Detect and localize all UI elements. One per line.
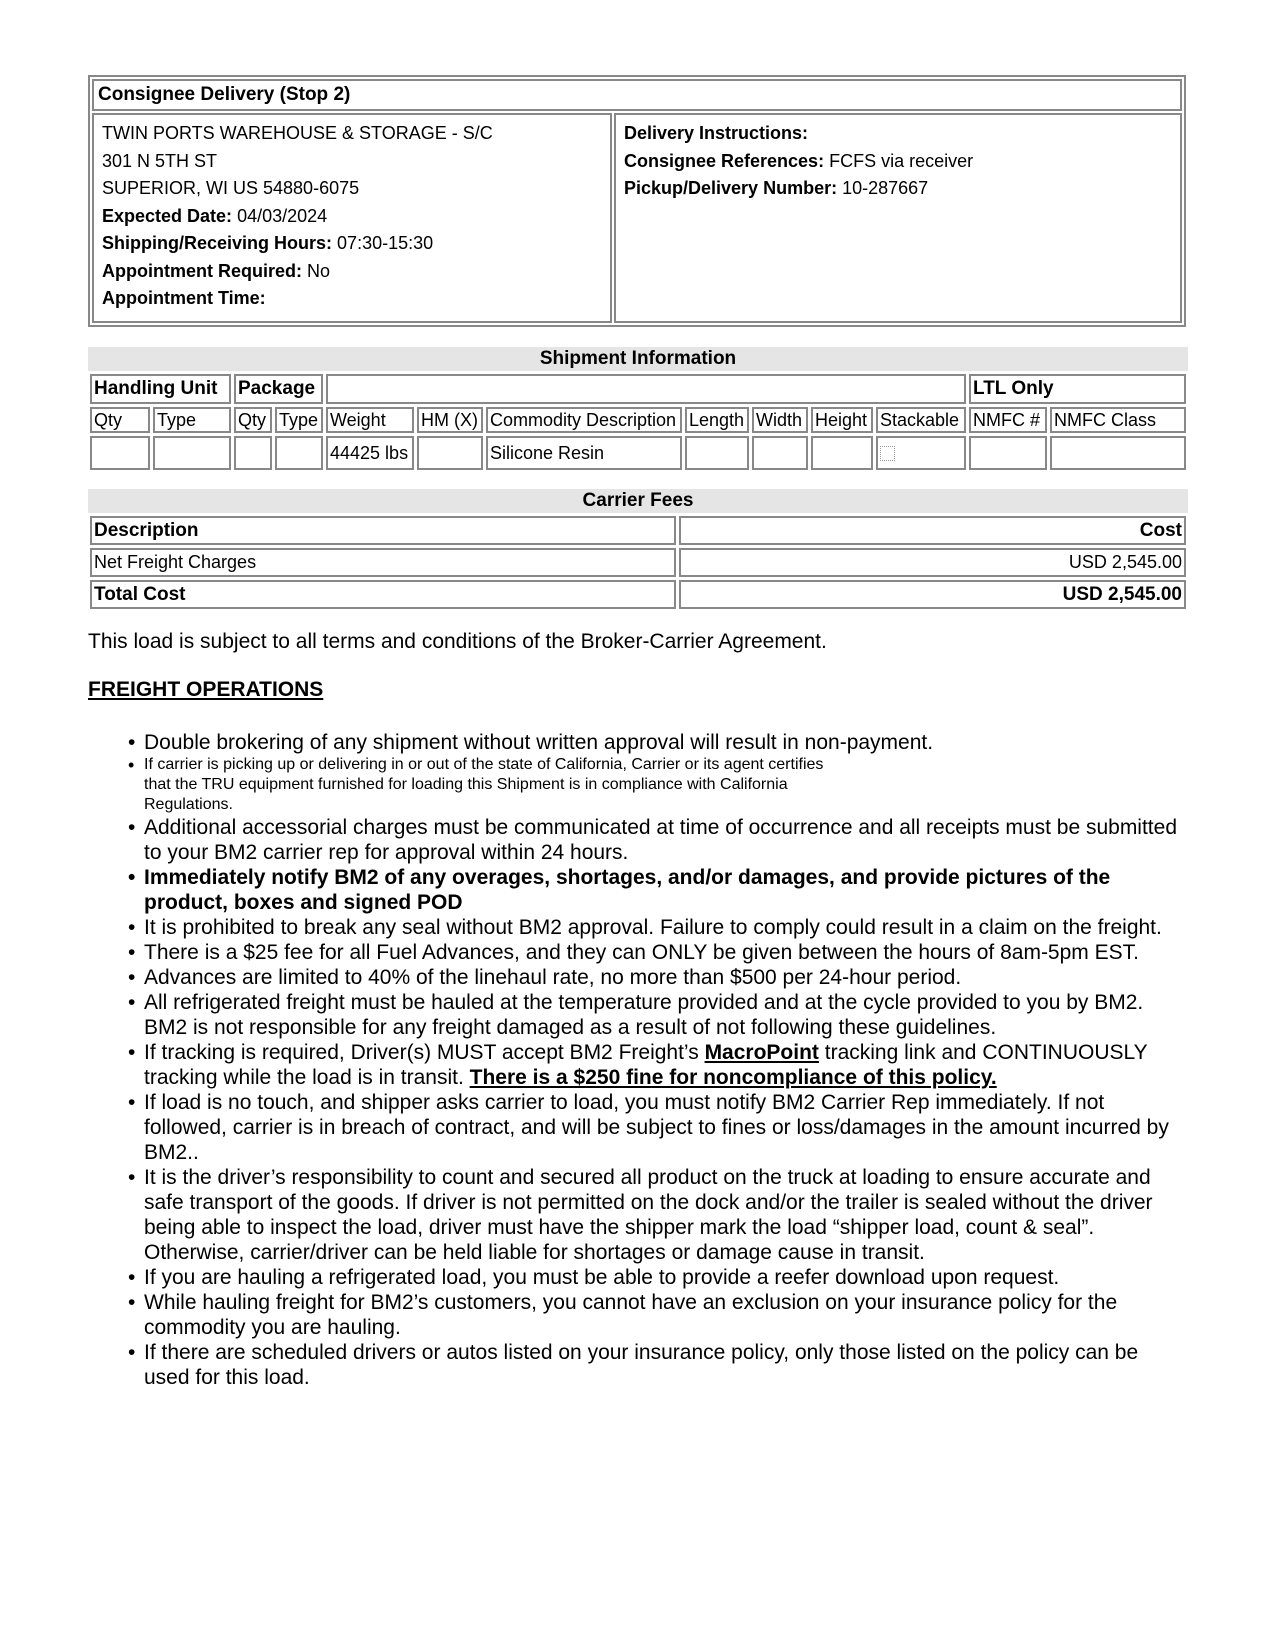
hours-value: 07:30-15:30 bbox=[337, 233, 434, 253]
tracking-text-b: tracking link and CONTINUOUSLY tracking while the load is in transit. bbox=[144, 1041, 1148, 1089]
col-pkg-type: Type bbox=[275, 407, 323, 433]
appt-time-row bbox=[102, 285, 602, 313]
col-weight: Weight bbox=[326, 407, 414, 433]
pickup-number-row bbox=[624, 175, 1172, 203]
expected-date-label: Expected Date: bbox=[102, 205, 233, 226]
carrier-fees-table bbox=[87, 513, 1189, 612]
fee-cost: USD 2,545.00 bbox=[679, 548, 1186, 577]
freight-operations-title: FREIGHT OPERATIONS bbox=[88, 678, 324, 701]
cell-length bbox=[685, 436, 749, 470]
total-cost-value: USD 2,545.00 bbox=[679, 580, 1186, 609]
hours-label: Shipping/Receiving Hours: bbox=[102, 233, 333, 253]
handling-unit-header: Handling Unit bbox=[90, 374, 231, 404]
freight-operations-list bbox=[88, 730, 1188, 1390]
fee-row bbox=[90, 548, 1186, 577]
document-page bbox=[88, 75, 1188, 1390]
consignee-name: TWIN PORTS WAREHOUSE & STORAGE - S/C bbox=[102, 123, 493, 143]
cell-height bbox=[811, 436, 873, 470]
shipment-info-table bbox=[87, 371, 1189, 473]
delivery-instructions-label bbox=[624, 120, 1172, 148]
consignee-delivery-table bbox=[88, 75, 1186, 327]
ltl-only-header: LTL Only bbox=[969, 374, 1186, 404]
col-hu-qty: Qty bbox=[90, 407, 150, 433]
pickup-number-value: 10-287667 bbox=[842, 178, 929, 198]
consignee-refs-row bbox=[624, 148, 1172, 176]
tracking-fine-text: There is a $250 fine for noncompliance of this policy. bbox=[469, 1066, 997, 1089]
cell-nmfc-class bbox=[1050, 436, 1186, 470]
blank-group-header bbox=[326, 374, 966, 404]
cell-hm bbox=[417, 436, 483, 470]
col-nmfc-number: NMFC # bbox=[969, 407, 1047, 433]
col-hm: HM (X) bbox=[417, 407, 483, 433]
california-line-3: Regulations. bbox=[144, 796, 233, 813]
appt-required-value: No bbox=[307, 260, 331, 281]
total-cost-label: Total Cost bbox=[90, 580, 676, 609]
cell-width bbox=[752, 436, 808, 470]
terms-statement: This load is subject to all terms and conditions of the Broker-Carrier Agreement. bbox=[88, 630, 827, 653]
consignee-refs-label: Consignee References: bbox=[624, 150, 825, 171]
col-stackable: Stackable bbox=[876, 407, 966, 433]
cell-weight: 44425 lbs bbox=[326, 436, 414, 470]
appt-time-label: Appointment Time: bbox=[102, 288, 266, 308]
appt-required-row bbox=[102, 258, 602, 286]
consignee-header: Consignee Delivery (Stop 2) bbox=[92, 79, 1182, 111]
list-item-tracking bbox=[144, 1040, 1188, 1090]
delivery-instructions-text: Delivery Instructions: bbox=[624, 123, 809, 143]
macropoint-link[interactable]: MacroPoint bbox=[704, 1041, 819, 1064]
list-item: • There is a $25 fee for all Fuel Advances, and they can ONLY be given between the hours of 8am-5pm EST. bbox=[144, 940, 1188, 965]
package-header: Package bbox=[234, 374, 323, 404]
col-pkg-qty: Qty bbox=[234, 407, 272, 433]
cell-hu-qty bbox=[90, 436, 150, 470]
col-nmfc-class: NMFC Class bbox=[1050, 407, 1186, 433]
list-item-california bbox=[144, 755, 1188, 815]
list-item: • All refrigerated freight must be hauled at the temperature provided and at the cycle provided to you by BM2. BM2 is not responsible for any freight damaged as a result of not following these guidelines. bbox=[144, 990, 1188, 1040]
list-item: • If load is no touch, and shipper asks carrier to load, you must notify BM2 Carrier Rep immediately. If not followed, carrier is in breach of contract, and will be subject to fines or loss/damages in the amount incurred by BM2.. bbox=[144, 1090, 1188, 1165]
stackable-checkbox[interactable] bbox=[880, 446, 895, 461]
list-item: • Additional accessorial charges must be communicated at time of occurrence and all receipts must be submitted to your BM2 carrier rep for approval within 24 hours. bbox=[144, 815, 1188, 865]
list-item: • If you are hauling a refrigerated load, you must be able to provide a reefer download upon request. bbox=[144, 1265, 1188, 1290]
expected-date-value: 04/03/2024 bbox=[237, 205, 328, 226]
list-item: • While hauling freight for BM2’s customers, you cannot have an exclusion on your insurance policy for the commodity you are hauling. bbox=[144, 1290, 1188, 1340]
shipment-info-header: Shipment Information bbox=[88, 347, 1188, 371]
consignee-address-cell bbox=[92, 113, 612, 323]
col-hu-type: Type bbox=[153, 407, 231, 433]
cell-nmfc-number bbox=[969, 436, 1047, 470]
delivery-instructions-cell bbox=[614, 113, 1182, 323]
list-item: • Double brokering of any shipment without written approval will result in non-payment. bbox=[144, 730, 1188, 755]
appt-required-label: Appointment Required: bbox=[102, 260, 302, 281]
col-length: Length bbox=[685, 407, 749, 433]
consignee-street: 301 N 5TH ST bbox=[102, 150, 218, 171]
list-item: • It is prohibited to break any seal without BM2 approval. Failure to comply could result in a claim on the freight. bbox=[144, 915, 1188, 940]
tracking-text-a: If tracking is required, Driver(s) MUST accept BM2 Freight’s bbox=[144, 1041, 705, 1064]
col-width: Width bbox=[752, 407, 808, 433]
cell-commodity: Silicone Resin bbox=[486, 436, 682, 470]
list-item: • Advances are limited to 40% of the linehaul rate, no more than $500 per 24-hour period. bbox=[144, 965, 1188, 990]
col-commodity: Commodity Description bbox=[486, 407, 682, 433]
fee-description: Net Freight Charges bbox=[90, 548, 676, 577]
expected-date-row bbox=[102, 203, 602, 231]
consignee-city: SUPERIOR, WI US 54880-6075 bbox=[102, 178, 360, 198]
carrier-fees-header: Carrier Fees bbox=[88, 489, 1188, 513]
cell-pkg-qty bbox=[234, 436, 272, 470]
california-line-1: If carrier is picking up or delivering in or out of the state of California, Carrier or its agent certifies bbox=[144, 756, 824, 773]
hours-row bbox=[102, 230, 602, 258]
list-item: • If there are scheduled drivers or autos listed on your insurance policy, only those listed on the policy can be used for this load. bbox=[144, 1340, 1188, 1390]
cell-pkg-type bbox=[275, 436, 323, 470]
total-row bbox=[90, 580, 1186, 609]
cell-hu-type bbox=[153, 436, 231, 470]
list-item: • It is the driver’s responsibility to count and secured all product on the truck at loading to ensure accurate and safe transport of the goods. If driver is not permitted on the dock and/or the trailer is sealed without the driver being able to inspect the load, driver must have the shipper mark the load “shipper load, count & seal”. Otherwise, carrier/driver can be held liable for shortages or damage cause in transit. bbox=[144, 1165, 1188, 1265]
col-height: Height bbox=[811, 407, 873, 433]
shipment-row bbox=[90, 436, 1186, 470]
pickup-number-label: Pickup/Delivery Number: bbox=[624, 178, 838, 198]
california-line-2: that the TRU equipment furnished for loading this Shipment is in compliance with California bbox=[144, 776, 788, 793]
fees-description-header: Description bbox=[90, 516, 676, 545]
cell-stackable bbox=[876, 436, 966, 470]
fees-cost-header: Cost bbox=[679, 516, 1186, 545]
consignee-refs-value: FCFS via receiver bbox=[829, 150, 974, 171]
list-item: • Immediately notify BM2 of any overages, shortages, and/or damages, and provide pictures of the product, boxes and signed POD bbox=[144, 865, 1188, 915]
